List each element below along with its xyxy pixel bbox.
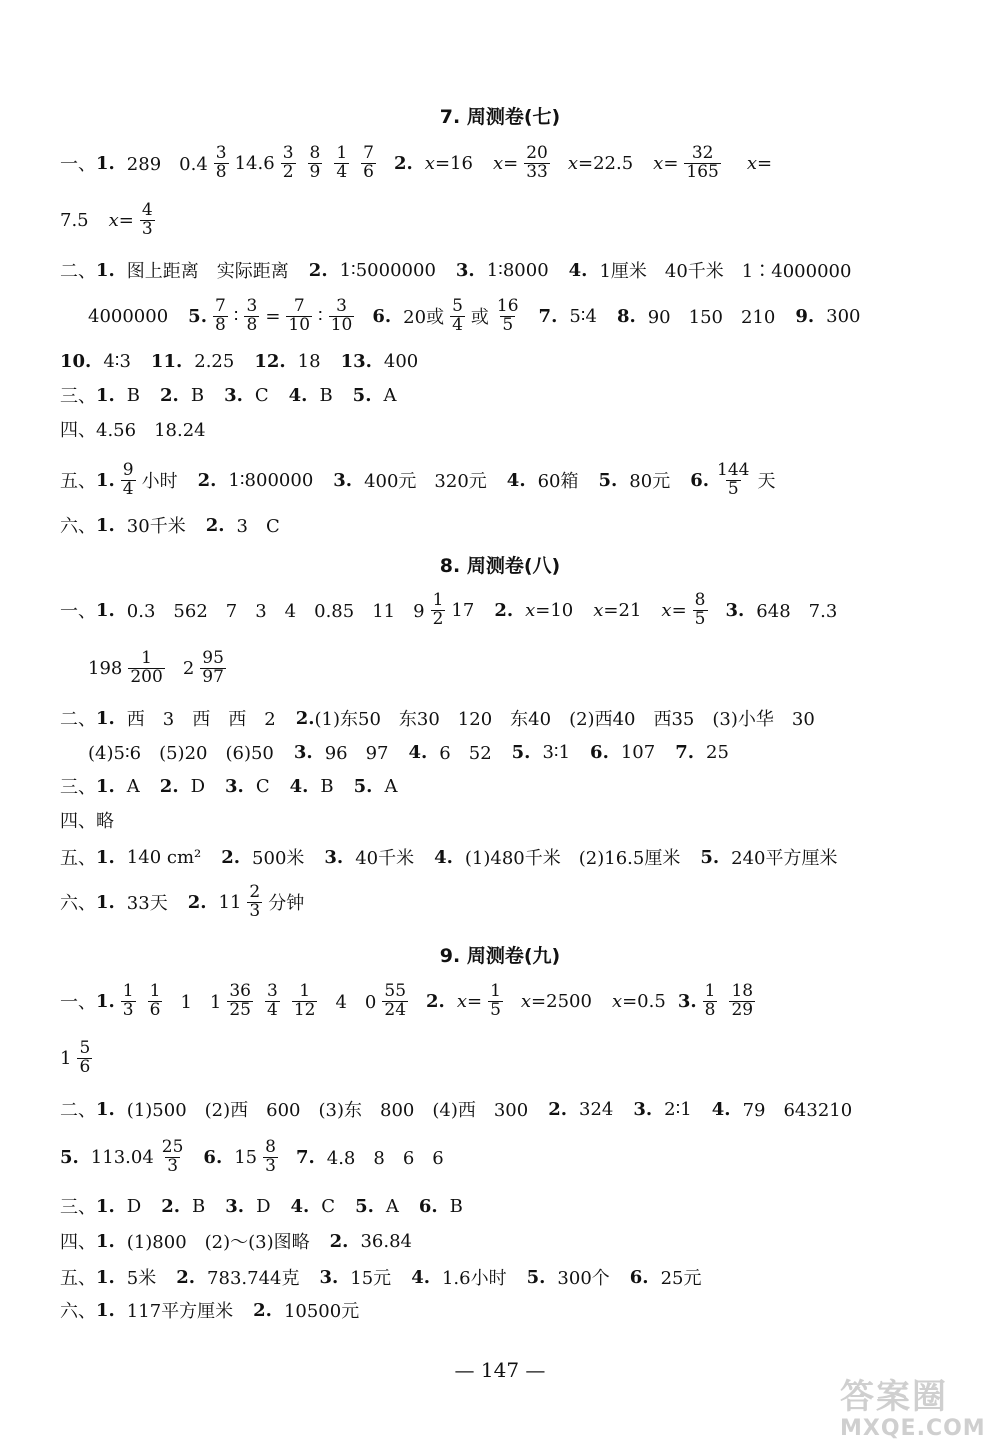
fraction: $\frac{9}{4}$ bbox=[122, 459, 134, 499]
fraction: $\frac{2}{3}$ bbox=[249, 881, 261, 921]
fraction: $\frac{144}{5}$ bbox=[717, 459, 750, 499]
s7-line-9: 六、 1. 30千米 2. 3 C bbox=[60, 514, 280, 537]
fraction: $\frac{36}{25}$ bbox=[229, 980, 251, 1020]
s8-line-7: 五、 1. 140 cm² 2. 500米 3. 40千米 4. (1)480千米 (2)16.5厘米 5. 240平方厘米 bbox=[60, 846, 838, 869]
s7-line-7: 四、 4.56 18.24 bbox=[60, 420, 206, 441]
fraction: $\frac{3}{2}$ bbox=[282, 142, 294, 182]
s8-line-3: 二、 1. 西 3 西 西 2 2. (1)东50 东30 120 东40 (2)西40 西35 (3)小华 30 bbox=[60, 707, 815, 730]
fraction: $\frac{1}{4}$ bbox=[336, 142, 348, 182]
fraction: $\frac{32}{165}$ bbox=[686, 142, 719, 182]
fraction: $\frac{1}{3}$ bbox=[122, 980, 134, 1020]
fraction: $\frac{8}{3}$ bbox=[265, 1136, 276, 1176]
fraction: $\frac{8}{5}$ bbox=[694, 589, 706, 629]
fraction: $\frac{1}{200}$ bbox=[130, 647, 163, 687]
fraction: $\frac{7}{6}$ bbox=[363, 142, 374, 182]
s8-line-1: 一、 1. 0.3 562 7 3 4 0.85 11 9 $\frac{1}{2}$ 17 2. x =10 x =21 x = $\frac{8}{5}$ 3. 648 7.3 bbox=[60, 589, 838, 629]
s9-line-1: 一、 1. $\frac{1}{3}$ $\frac{1}{6}$ 1 1 $\frac{36}{25}$ $\frac{3}{4}$ $\frac{1}{12}$ 4 0 $\frac{55}{24}$ 2. x = $\frac{1}{5}$ x =2500 x =0.5 3. $\frac{1}{8}$ $\frac{18}{29}$ bbox=[60, 980, 754, 1020]
s9-line-7: 五、 1. 5米 2. 783.744克 3. 15元 4. 1.6小时 5. 300个 6. 25元 bbox=[60, 1266, 702, 1289]
page-number: — 147 — bbox=[454, 1358, 546, 1382]
s8-line-5: 三、 1. A 2. D 3. C 4. B 5. A bbox=[60, 775, 398, 798]
s9-line-2: 1 $\frac{5}{6}$ bbox=[60, 1037, 91, 1077]
fraction: $\frac{7}{8}$ bbox=[214, 295, 226, 335]
s7-line-2: 7.5 x = $\frac{4}{3}$ bbox=[60, 199, 153, 239]
fraction: $\frac{16}{5}$ bbox=[496, 295, 519, 335]
s7-line-8: 五、 1. $\frac{9}{4}$ 小时 2. 1∶800000 3. 400元 320元 4. 60箱 5. 80元 6. $\frac{144}{5}$ 天 bbox=[60, 459, 776, 499]
section-title-9: 9. 周测卷(九) bbox=[439, 945, 561, 967]
fraction: $\frac{18}{29}$ bbox=[731, 980, 754, 1020]
s8-line-2: 198 $\frac{1}{200}$ 2 $\frac{95}{97}$ bbox=[88, 647, 224, 687]
fraction: $\frac{1}{12}$ bbox=[293, 980, 316, 1020]
fraction: $\frac{1}{5}$ bbox=[490, 980, 501, 1020]
section-title-7: 7. 周测卷(七) bbox=[439, 106, 561, 128]
fraction: $\frac{95}{97}$ bbox=[202, 647, 224, 687]
s8-line-4: (4)5∶6 (5)20 (6)50 3. 96 97 4. 6 52 5. 3∶1 6. 107 7. 25 bbox=[88, 741, 729, 764]
s9-line-5: 三、 1. D 2. B 3. D 4. C 5. A 6. B bbox=[60, 1195, 463, 1218]
fraction: $\frac{3}{10}$ bbox=[330, 295, 353, 335]
s8-line-6: 四、 略 bbox=[60, 811, 114, 832]
fraction: $\frac{3}{4}$ bbox=[267, 980, 278, 1020]
fraction: $\frac{25}{3}$ bbox=[161, 1136, 184, 1176]
fraction: $\frac{7}{10}$ bbox=[288, 295, 311, 335]
fraction: $\frac{20}{33}$ bbox=[526, 142, 548, 182]
fraction: $\frac{5}{6}$ bbox=[79, 1037, 91, 1077]
fraction: $\frac{3}{8}$ bbox=[246, 295, 258, 335]
s7-line-1: 一、 1. 289 0.4 $\frac{3}{8}$ 14.6 $\frac{3}{2}$ $\frac{8}{9}$ $\frac{1}{4}$ $\frac{7}{6}$ 2. x =16 x = $\frac{20}{33}$ x =22.5 x = $\frac{32}{165}$ x = bbox=[60, 142, 773, 182]
fraction: $\frac{55}{24}$ bbox=[384, 980, 407, 1020]
fraction: $\frac{4}{3}$ bbox=[141, 199, 153, 239]
fraction: $\frac{1}{8}$ bbox=[704, 980, 716, 1020]
watermark-logo: 答案圈 MXQE.COM bbox=[840, 1377, 986, 1441]
fraction: $\frac{3}{8}$ bbox=[215, 142, 227, 182]
s9-line-6: 四、 1. (1)800 (2)～(3)图略 2. 36.84 bbox=[60, 1230, 412, 1253]
s7-line-4: 4000000 5. $\frac{7}{8}$ ∶ $\frac{3}{8}$ = $\frac{7}{10}$ ∶ $\frac{3}{10}$ 6. 20或 $\frac{5}{4}$ 或 $\frac{16}{5}$ 7. 5∶4 8. 90 150 210 9. 300 bbox=[88, 295, 861, 335]
section-title-8: 8. 周测卷(八) bbox=[439, 555, 561, 577]
fraction: $\frac{5}{4}$ bbox=[452, 295, 463, 335]
s7-line-3: 二、 1. 图上距离 实际距离 2. 1∶5000000 3. 1∶8000 4. 1厘米 40千米 1∶4000000 bbox=[60, 259, 852, 282]
s9-line-4: 5. 113.04 $\frac{25}{3}$ 6. 15 $\frac{8}{3}$ 7. 4.8 8 6 6 bbox=[60, 1136, 444, 1176]
s9-line-8: 六、 1. 117平方厘米 2. 10500元 bbox=[60, 1299, 360, 1322]
fraction: $\frac{1}{6}$ bbox=[149, 980, 161, 1020]
fraction: $\frac{8}{9}$ bbox=[309, 142, 321, 182]
s7-line-5: 10. 4∶3 11. 2.25 12. 18 13. 400 bbox=[60, 350, 419, 372]
s9-line-3: 二、 1. (1)500 (2)西 600 (3)东 800 (4)西 300 2. 324 3. 2∶1 4. 79 643210 bbox=[60, 1098, 853, 1121]
fraction: $\frac{1}{2}$ bbox=[432, 589, 444, 629]
s8-line-8: 六、 1. 33天 2. 11 $\frac{2}{3}$ 分钟 bbox=[60, 881, 305, 921]
s7-line-6: 三、 1. B 2. B 3. C 4. B 5. A bbox=[60, 384, 397, 407]
